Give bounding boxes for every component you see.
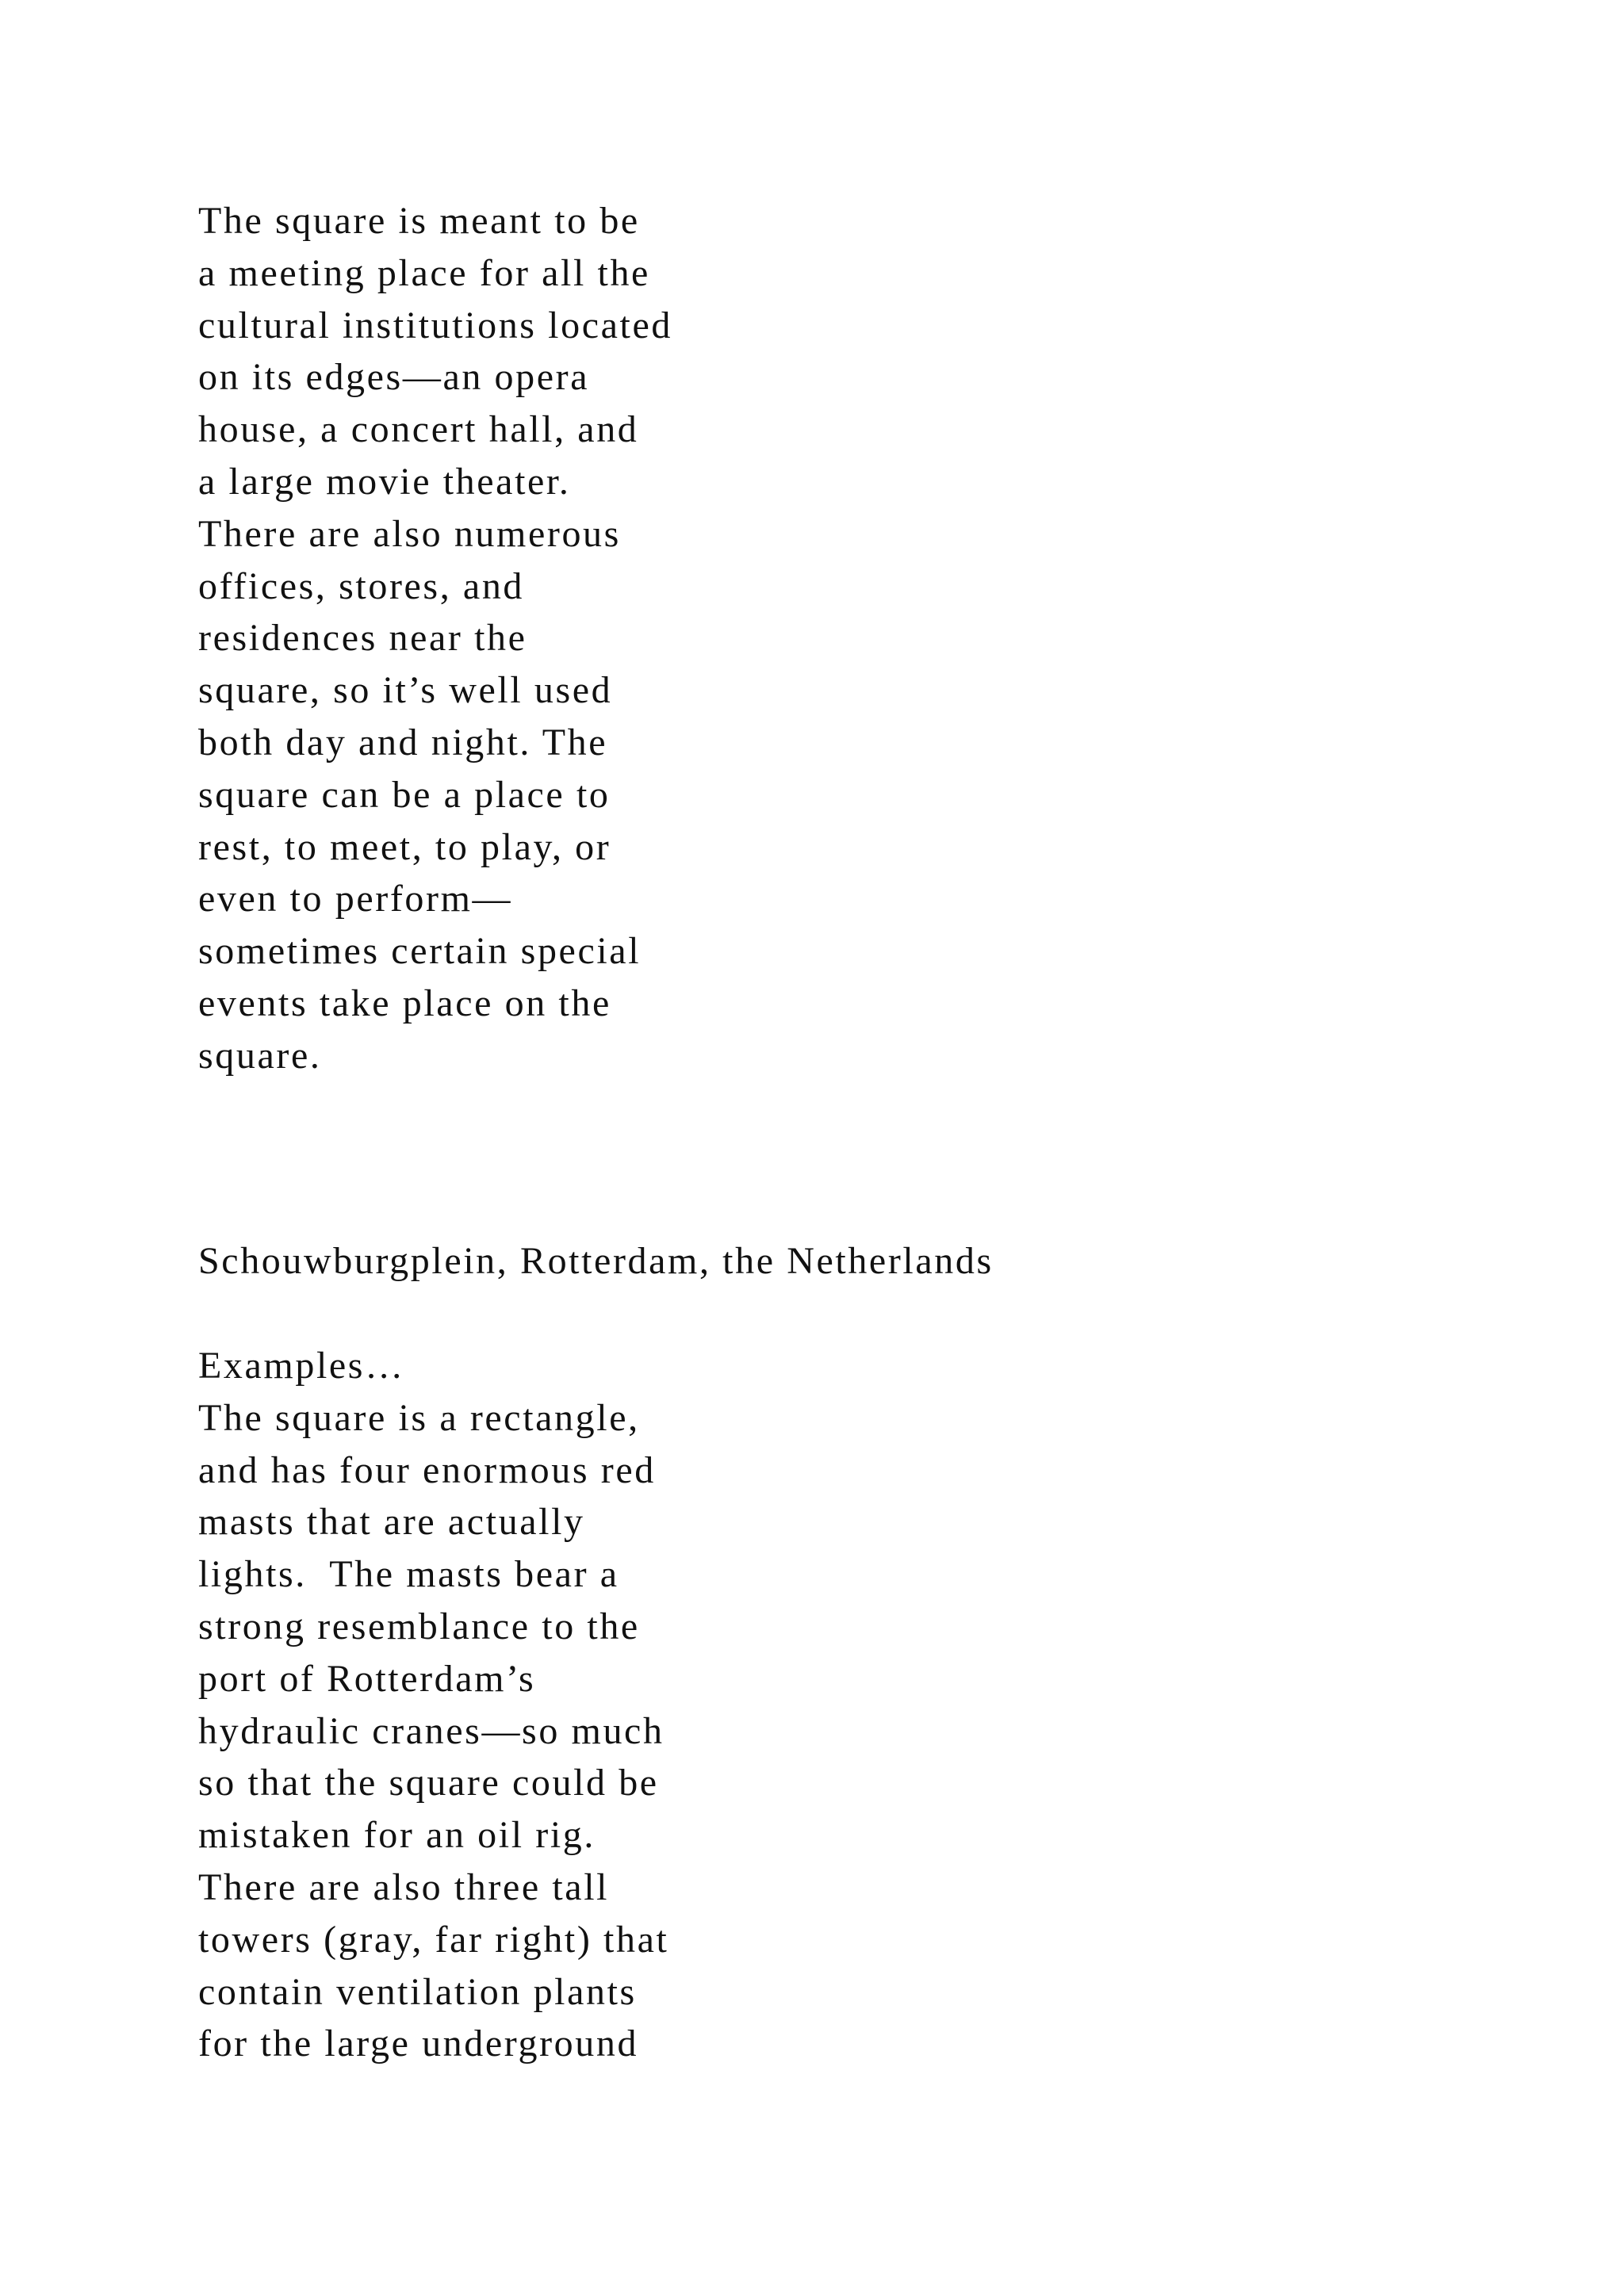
text-line: square, so it’s well used bbox=[198, 669, 613, 712]
text-line: square can be a place to bbox=[198, 773, 611, 816]
text-line: even to perform— bbox=[198, 878, 513, 920]
text-line: offices, stores, and bbox=[198, 564, 525, 607]
text-line: both day and night. The bbox=[198, 721, 608, 763]
paragraph-square-description bbox=[198, 195, 672, 1082]
text-line: There are also numerous bbox=[198, 512, 621, 555]
text-line: and has four enormous red bbox=[198, 1448, 656, 1491]
text-line: masts that are actually bbox=[198, 1501, 585, 1544]
text-line: The square is a rectangle, bbox=[198, 1396, 640, 1439]
text-line: events take place on the bbox=[198, 982, 611, 1024]
text-line: so that the square could be bbox=[198, 1762, 659, 1804]
paragraph-examples bbox=[198, 1340, 668, 2070]
text-line: cultural institutions located bbox=[198, 304, 672, 346]
text-line: lights. The masts bear a bbox=[198, 1553, 619, 1596]
text-line: contain ventilation plants bbox=[198, 1970, 637, 2013]
text-line: a meeting place for all the bbox=[198, 251, 650, 294]
caption-text: Schouwburgplein, Rotterdam, the Netherlands bbox=[198, 1240, 994, 1282]
caption-location bbox=[198, 1235, 994, 1288]
text-line: mistaken for an oil rig. bbox=[198, 1814, 596, 1857]
text-line: There are also three tall bbox=[198, 1866, 610, 1908]
text-line: hydraulic cranes—so much bbox=[198, 1709, 665, 1752]
text-line: port of Rotterdam’s bbox=[198, 1657, 536, 1700]
text-line: for the large underground bbox=[198, 2022, 639, 2065]
text-line: rest, to meet, to play, or bbox=[198, 825, 611, 868]
text-line: house, a concert hall, and bbox=[198, 408, 639, 451]
text-line: The square is meant to be bbox=[198, 200, 640, 242]
text-line: sometimes certain special bbox=[198, 930, 642, 973]
text-line: on its edges—an opera bbox=[198, 356, 590, 399]
text-line: Examples… bbox=[198, 1345, 405, 1387]
text-line: residences near the bbox=[198, 617, 527, 660]
text-line: square. bbox=[198, 1034, 322, 1077]
text-line: towers (gray, far right) that bbox=[198, 1918, 669, 1961]
text-line: a large movie theater. bbox=[198, 460, 571, 503]
text-line: strong resemblance to the bbox=[198, 1605, 640, 1647]
